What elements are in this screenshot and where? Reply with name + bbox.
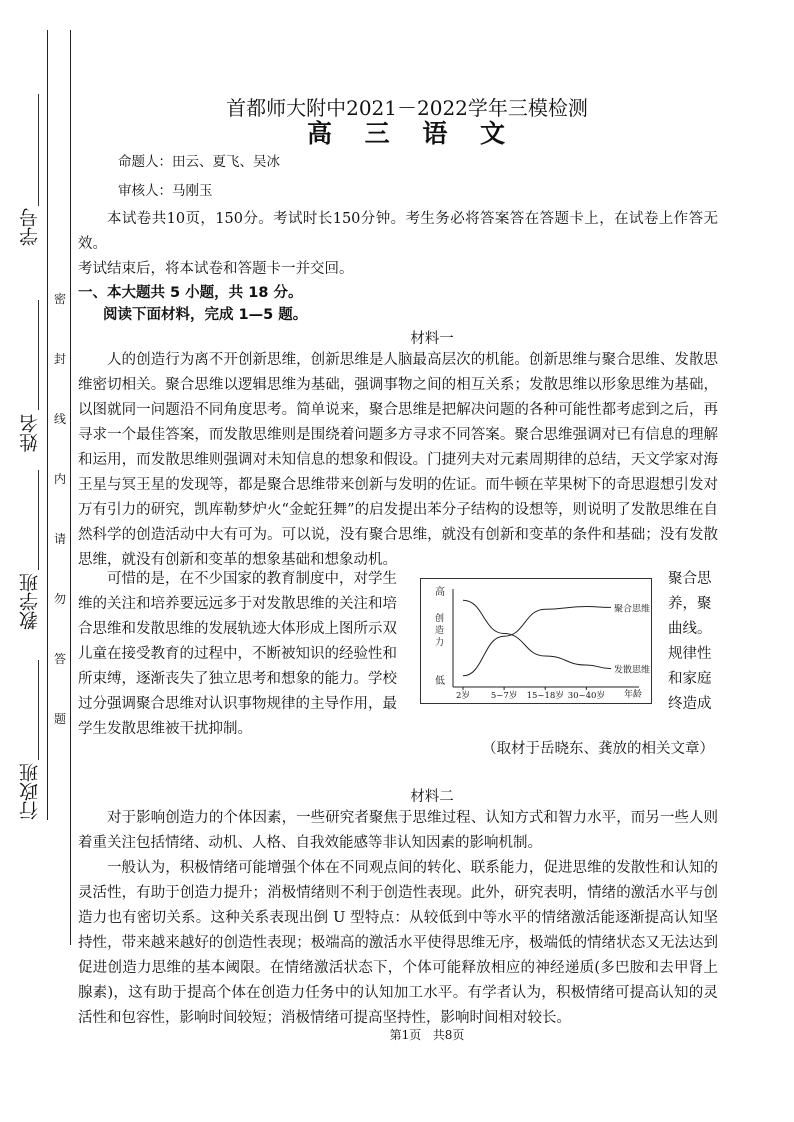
instruction-line: 考试结束后，将本试卷和答题卡一并交回。 <box>78 261 354 277</box>
text-line: 维的关注和培养要远远多于对发散思维的关注和培 <box>78 596 397 612</box>
material-1-paragraph-2-right <box>668 567 720 717</box>
page-total: 共8页 <box>432 1028 465 1042</box>
name-line <box>38 300 39 410</box>
exam-subject: 高 三 语 文 <box>306 119 518 148</box>
y-axis-title-char: 造 <box>435 626 445 636</box>
text-line: 可惜的是，在不少国家的教育制度中，对学生 <box>107 571 397 587</box>
y-top-label: 高 <box>435 587 445 598</box>
creativity-chart <box>420 578 652 704</box>
x-tick-label: 2岁 <box>456 691 470 701</box>
admin-class-line <box>38 660 39 760</box>
material-1-paragraph-1: 人的创造行为离不开创新思维，创新思维是人脑最高层次的机能。创新思维与聚合思维、发散思维密切相关。聚合思维以逻辑思维为基础，强调事物之间的相互关系；发散思维以形象思维为基础，以图就同一问题沿不同角度思考。简单说来，聚合思维是把解决问题的各种可能性都考虑到之后，再寻求一个最佳答案，而发散思维则是围绕着问题多方寻求不同答案。聚合思维强调对已有信息的理解和运用，而发散思维则强调对未知信息的想象和假设。门捷列夫对元素周期律的总结，天文学家对海王星与冥王星的发现等，都是聚合思维带来创新与发明的佐证。而牛顿在苹果树下的奇思遐想引发对万有引力的研究，凯库勒梦炉火“金蛇狂舞”的启发提出苯分子结构的设想等，则说明了发散思维在自然科学的创造活动中大有可为。可以说，没有聚合思维，就没有创新和变革的条件和基础；没有发散思维，就没有创新和变革的想象基础和想象动机。 <box>78 352 718 568</box>
admin-class-label: 行政班 <box>19 763 41 820</box>
text-line: 和家庭 <box>668 671 712 687</box>
teaching-class-field[interactable] <box>14 470 54 630</box>
seal-char: 勿 <box>54 592 67 606</box>
y-axis-title-char: 力 <box>435 638 445 648</box>
material-2-paragraph-1: 对于影响创造力的个体因素，一些研究者聚焦于思维过程、认知方式和智力水平，而另一些人则着重关注包括情绪、动机、人格、自我效能感等非认知因素的影响机制。 <box>78 810 718 851</box>
student-id-label: 学号 <box>19 208 41 246</box>
x-ticks-group <box>456 687 605 701</box>
x-axis-title: 年龄 <box>624 690 643 700</box>
seal-char: 答 <box>54 652 67 666</box>
text-line: 所束缚，逐渐丧失了独立思考和想象的能力。学校 <box>78 671 397 687</box>
page-footer <box>0 1026 794 1043</box>
text-line: 学生发散思维被干扰抑制。 <box>78 721 252 737</box>
text-line: 儿童在接受教育的过程中，不断被知识的经验性和 <box>78 646 397 662</box>
series-label-1: 发散思维 <box>614 665 651 676</box>
seal-char: 封 <box>54 352 67 366</box>
binding-line-inner <box>70 30 71 945</box>
y-bottom-label: 低 <box>435 676 445 687</box>
instructions <box>78 207 718 282</box>
creativity-chart-svg <box>421 579 651 703</box>
seal-char: 内 <box>54 472 67 486</box>
series-group <box>463 600 650 676</box>
exam-title: 首都师大附中2021－2022学年三模检测 <box>226 96 588 120</box>
text-line: 合思维和发散思维的发展轨迹大体形成上图所示双 <box>78 621 397 637</box>
seal-char: 请 <box>54 532 67 546</box>
instruction-line: 本试卷共10页，150分。考试时长150分钟。考生务必将答案答在答题卡上，在试卷上作答无效。 <box>78 211 718 252</box>
section-1-prompt: 阅读下面材料，完成 1—5 题。 <box>103 307 308 323</box>
series-label-0: 聚合思维 <box>614 604 651 615</box>
teaching-class-line <box>38 470 39 570</box>
page-number: 第1页 <box>389 1028 422 1042</box>
material-2-heading: 材料二 <box>410 789 454 805</box>
exam-reviewer: 审核人：马刚玉 <box>118 183 213 199</box>
exam-authors: 命题人：田云、夏飞、吴冰 <box>118 154 280 170</box>
section-1-title: 一、本大题共 5 小题，共 18 分。 <box>78 285 303 301</box>
x-tick-label: 30~40岁 <box>567 691 605 701</box>
x-tick-label: 15~18岁 <box>526 691 564 701</box>
material-1-heading: 材料一 <box>410 331 454 347</box>
x-tick-label: 5~7岁 <box>490 691 518 701</box>
text-line: 聚合思 <box>668 571 712 587</box>
material-1-paragraph-2-left <box>78 567 406 742</box>
teaching-class-label: 教学班 <box>19 573 41 630</box>
text-line: 过分强调聚合思维对认识事物规律的主导作用，最 <box>78 696 397 712</box>
name-field[interactable] <box>14 300 54 452</box>
y-axis-title-char: 创 <box>435 614 445 624</box>
material-2-paragraph-2: 一般认为，积极情绪可能增强个体在不同观点间的转化、联系能力，促进思维的发散性和认知的灵活性，有助于创造力提升；消极情绪则不利于创造性表现。此外，研究表明，情绪的激活水平与创造力也有密切关系。这种关系表现出倒 U 型特点：从较低到中等水平的情绪激活能逐渐提高认知坚持性，带来越来越好的创造性表现；极端高的激活水平使得思维无序，极端低的情绪状态又无法达到促进创造力思维的基本阈限。在情绪激活状态下，个体可能释放相应的神经递质(多巴胺和去甲肾上腺素)，这有助于提高个体在创造力任务中的认知加工水平。有学者认为，积极情绪可提高认知的灵活性和包容性，影响时间较短；消极情绪可提高坚持性，影响时间相对较长。 <box>78 860 718 1026</box>
text-line: 曲线。 <box>668 621 712 637</box>
seal-char: 题 <box>54 712 67 726</box>
seal-char: 线 <box>54 412 67 426</box>
text-line: 终造成 <box>668 696 712 712</box>
y-axis-title <box>435 612 444 648</box>
text-line: 养，聚 <box>668 596 712 612</box>
name-label: 姓名 <box>19 414 41 452</box>
text-line: 规律性 <box>668 646 712 662</box>
seal-char: 密 <box>54 292 67 306</box>
material-1-source: （取材于岳晓东、龚放的相关文章） <box>482 741 714 757</box>
